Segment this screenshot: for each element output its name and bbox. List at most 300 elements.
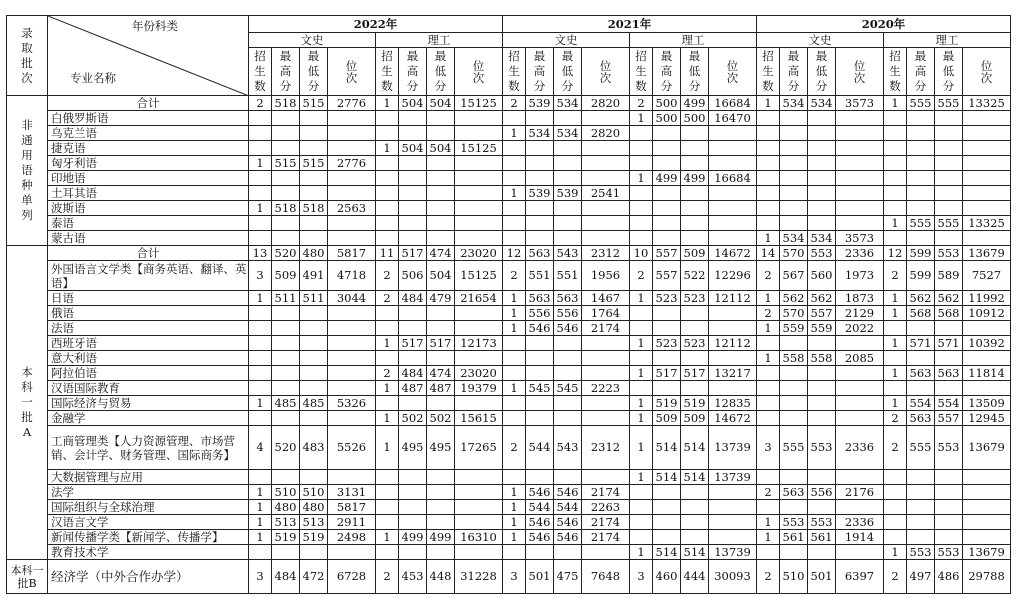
value-cell-min [808, 381, 836, 396]
value-cell-min [554, 111, 582, 126]
col-header-max [653, 48, 681, 96]
table-row [7, 366, 1011, 381]
value-cell-count: 1 [630, 470, 653, 485]
col-header-label: 最低分 [561, 49, 574, 93]
value-cell-max [526, 470, 554, 485]
value-cell-min [554, 411, 582, 426]
col-header-min [427, 48, 455, 96]
value-cell-count [503, 201, 526, 216]
value-cell-count [376, 545, 399, 560]
col-header-label: 最低分 [942, 49, 955, 93]
value-cell-max: 510 [780, 560, 808, 594]
value-cell-count [249, 321, 272, 336]
value-cell-min: 499 [681, 96, 709, 111]
value-cell-rank [582, 470, 630, 485]
value-cell-max [272, 171, 300, 186]
value-cell-min: 557 [935, 411, 963, 426]
value-cell-rank [328, 321, 376, 336]
value-cell-count [376, 485, 399, 500]
value-cell-min [554, 216, 582, 231]
value-cell-rank [582, 366, 630, 381]
value-cell-rank [836, 381, 884, 396]
value-cell-count: 1 [757, 231, 780, 246]
value-cell-rank [709, 321, 757, 336]
value-cell-max: 513 [272, 515, 300, 530]
col-header-max [526, 48, 554, 96]
value-cell-min: 513 [300, 515, 328, 530]
value-cell-max [653, 381, 681, 396]
value-cell-rank [328, 336, 376, 351]
major-name-cell: 法语 [48, 321, 249, 336]
value-cell-min [681, 351, 709, 366]
value-cell-max: 599 [907, 246, 935, 261]
value-cell-min: 553 [935, 545, 963, 560]
value-cell-min: 546 [554, 530, 582, 545]
value-cell-rank: 1873 [836, 291, 884, 306]
col-header-label: 招生数 [508, 49, 520, 93]
value-cell-count: 1 [376, 141, 399, 156]
table-row [7, 530, 1011, 545]
value-cell-max: 558 [780, 351, 808, 366]
value-cell-rank [455, 515, 503, 530]
value-cell-min: 522 [681, 261, 709, 291]
value-cell-count [757, 336, 780, 351]
table-row [7, 500, 1011, 515]
value-cell-count: 1 [630, 366, 653, 381]
value-cell-count: 2 [630, 261, 653, 291]
value-cell-max: 555 [907, 426, 935, 470]
value-cell-rank: 14672 [709, 246, 757, 261]
value-cell-max [780, 366, 808, 381]
value-cell-min: 511 [300, 291, 328, 306]
value-cell-count: 1 [249, 485, 272, 500]
value-cell-count [503, 396, 526, 411]
table-row [7, 186, 1011, 201]
value-cell-min [808, 186, 836, 201]
value-cell-count [630, 156, 653, 171]
value-cell-max [780, 381, 808, 396]
value-cell-count [884, 156, 907, 171]
value-cell-count [503, 231, 526, 246]
value-cell-count: 1 [503, 186, 526, 201]
value-cell-rank: 2263 [582, 500, 630, 515]
value-cell-max: 562 [780, 291, 808, 306]
value-cell-min: 500 [681, 111, 709, 126]
col-header-label: 最低分 [688, 49, 701, 93]
value-cell-max: 500 [653, 96, 681, 111]
value-cell-rank: 3131 [328, 485, 376, 500]
value-cell-count [630, 186, 653, 201]
value-cell-rank [328, 186, 376, 201]
track-ligong-2020: 理工 [884, 33, 1011, 48]
batch-group-cell [7, 96, 48, 246]
value-cell-count [884, 126, 907, 141]
major-name-cell: 波斯语 [48, 201, 249, 216]
value-cell-rank [328, 306, 376, 321]
value-cell-max: 534 [526, 126, 554, 141]
value-cell-max [907, 470, 935, 485]
value-cell-min [935, 156, 963, 171]
value-cell-rank: 2223 [582, 381, 630, 396]
value-cell-min [681, 515, 709, 530]
value-cell-count: 3 [630, 560, 653, 594]
value-cell-count: 1 [503, 126, 526, 141]
value-cell-min: 474 [427, 366, 455, 381]
value-cell-max [653, 530, 681, 545]
value-cell-count: 1 [884, 336, 907, 351]
value-cell-rank [836, 470, 884, 485]
batch-group-cell [7, 246, 48, 560]
value-cell-max [780, 545, 808, 560]
value-cell-min [300, 545, 328, 560]
value-cell-min: 534 [554, 126, 582, 141]
value-cell-count [249, 470, 272, 485]
value-cell-max [526, 366, 554, 381]
col-header-label: 招生数 [762, 49, 774, 93]
value-cell-max [907, 381, 935, 396]
value-cell-min: 554 [935, 396, 963, 411]
value-cell-min [427, 216, 455, 231]
value-cell-count: 1 [884, 306, 907, 321]
major-name-cell: 印地语 [48, 171, 249, 186]
value-cell-max [272, 321, 300, 336]
value-cell-rank [328, 411, 376, 426]
value-cell-min [300, 336, 328, 351]
value-cell-rank: 15125 [455, 141, 503, 156]
value-cell-max: 551 [526, 261, 554, 291]
value-cell-count: 1 [757, 321, 780, 336]
value-cell-max [653, 351, 681, 366]
major-name-cell: 法学 [48, 485, 249, 500]
value-cell-min: 553 [808, 515, 836, 530]
value-cell-rank: 13325 [963, 216, 1011, 231]
value-cell-min: 504 [427, 261, 455, 291]
value-cell-rank: 15125 [455, 96, 503, 111]
value-cell-rank: 23020 [455, 366, 503, 381]
table-row [7, 201, 1011, 216]
value-cell-min: 556 [808, 485, 836, 500]
value-cell-max: 497 [907, 560, 935, 594]
value-cell-max [399, 186, 427, 201]
value-cell-count [884, 141, 907, 156]
table-row [7, 560, 1011, 594]
value-cell-rank: 2085 [836, 351, 884, 366]
value-cell-count: 3 [757, 426, 780, 470]
value-cell-max [907, 515, 935, 530]
value-cell-max: 510 [272, 485, 300, 500]
value-cell-min [808, 216, 836, 231]
value-cell-rank [582, 545, 630, 560]
value-cell-count: 1 [249, 530, 272, 545]
major-name-cell: 白俄罗斯语 [48, 111, 249, 126]
value-cell-max [399, 321, 427, 336]
value-cell-rank [455, 306, 503, 321]
value-cell-rank [963, 171, 1011, 186]
value-cell-rank [836, 186, 884, 201]
value-cell-count [503, 156, 526, 171]
value-cell-rank: 2022 [836, 321, 884, 336]
value-cell-count [757, 156, 780, 171]
value-cell-count [757, 366, 780, 381]
value-cell-min [427, 306, 455, 321]
value-cell-max [907, 500, 935, 515]
value-cell-min: 510 [300, 485, 328, 500]
col-header-count [249, 48, 272, 96]
value-cell-min [808, 396, 836, 411]
table-row [7, 231, 1011, 246]
value-cell-rank [963, 186, 1011, 201]
major-name-cell: 教育技术学 [48, 545, 249, 560]
value-cell-max: 563 [907, 366, 935, 381]
value-cell-min [808, 111, 836, 126]
major-name-cell: 大数据管理与应用 [48, 470, 249, 485]
value-cell-max [399, 216, 427, 231]
value-cell-min [681, 500, 709, 515]
value-cell-rank [963, 111, 1011, 126]
value-cell-count [630, 515, 653, 530]
value-cell-min [554, 231, 582, 246]
batch-header-label: 录取批次 [21, 25, 33, 85]
value-cell-rank [455, 500, 503, 515]
value-cell-min [935, 141, 963, 156]
value-cell-rank [963, 530, 1011, 545]
value-cell-max: 546 [526, 485, 554, 500]
value-cell-min: 509 [681, 411, 709, 426]
value-cell-rank [582, 141, 630, 156]
value-cell-max [780, 216, 808, 231]
value-cell-max: 557 [653, 246, 681, 261]
value-cell-count [249, 381, 272, 396]
total-row [7, 246, 1011, 261]
value-cell-max [399, 306, 427, 321]
value-cell-rank [455, 186, 503, 201]
admission-score-table [6, 15, 1011, 594]
value-cell-min [427, 156, 455, 171]
value-cell-count [630, 381, 653, 396]
value-cell-min [935, 381, 963, 396]
value-cell-count: 1 [376, 426, 399, 470]
value-cell-min [427, 396, 455, 411]
value-cell-count: 1 [376, 530, 399, 545]
col-header-rank [455, 48, 503, 96]
value-cell-max: 599 [907, 261, 935, 291]
value-cell-min [427, 321, 455, 336]
value-cell-max [653, 500, 681, 515]
track-wenshi-2022: 文史 [249, 33, 376, 48]
value-cell-count [757, 500, 780, 515]
value-cell-max: 504 [399, 96, 427, 111]
value-cell-max: 546 [526, 321, 554, 336]
value-cell-rank: 2541 [582, 186, 630, 201]
value-cell-rank: 2312 [582, 246, 630, 261]
value-cell-rank [709, 186, 757, 201]
value-cell-count: 2 [376, 261, 399, 291]
value-cell-max [272, 186, 300, 201]
value-cell-count: 1 [884, 366, 907, 381]
value-cell-rank [455, 216, 503, 231]
value-cell-min [300, 351, 328, 366]
value-cell-min [935, 470, 963, 485]
value-cell-min: 480 [300, 500, 328, 515]
batch-group-cell [7, 560, 48, 594]
value-cell-count: 1 [503, 515, 526, 530]
value-cell-rank [963, 156, 1011, 171]
value-cell-max [526, 411, 554, 426]
major-name-cell: 乌克兰语 [48, 126, 249, 141]
value-cell-max [399, 231, 427, 246]
value-cell-count [249, 306, 272, 321]
value-cell-rank [836, 411, 884, 426]
value-cell-rank [709, 156, 757, 171]
value-cell-min [935, 500, 963, 515]
value-cell-count: 1 [249, 515, 272, 530]
major-name-label: 专业名称 [70, 71, 116, 85]
value-cell-max: 485 [272, 396, 300, 411]
value-cell-rank: 7527 [963, 261, 1011, 291]
value-cell-min: 479 [427, 291, 455, 306]
table-row [7, 306, 1011, 321]
value-cell-count: 1 [376, 411, 399, 426]
value-cell-rank: 5326 [328, 396, 376, 411]
value-cell-rank: 16310 [455, 530, 503, 545]
value-cell-rank [963, 126, 1011, 141]
batch-header-cell [7, 16, 48, 96]
value-cell-max: 520 [272, 426, 300, 470]
value-cell-max [399, 351, 427, 366]
value-cell-rank [963, 141, 1011, 156]
value-cell-max: 480 [272, 500, 300, 515]
col-header-label: 最高分 [279, 49, 292, 93]
major-name-cell: 蒙古语 [48, 231, 249, 246]
value-cell-max [399, 396, 427, 411]
value-cell-max [907, 126, 935, 141]
value-cell-max: 487 [399, 381, 427, 396]
value-cell-rank [582, 411, 630, 426]
col-header-max [272, 48, 300, 96]
value-cell-min: 555 [935, 216, 963, 231]
value-cell-min: 534 [554, 96, 582, 111]
value-cell-min: 472 [300, 560, 328, 594]
value-cell-max: 453 [399, 560, 427, 594]
value-cell-min [300, 231, 328, 246]
value-cell-rank [328, 111, 376, 126]
value-cell-max: 534 [780, 96, 808, 111]
value-cell-max [272, 366, 300, 381]
value-cell-min [300, 366, 328, 381]
value-cell-min: 523 [681, 336, 709, 351]
value-cell-min [427, 171, 455, 186]
value-cell-rank [582, 396, 630, 411]
table-row [7, 545, 1011, 560]
value-cell-max [399, 201, 427, 216]
value-cell-min [554, 545, 582, 560]
value-cell-count: 1 [884, 96, 907, 111]
col-header-label: 位次 [472, 58, 485, 85]
value-cell-count [884, 500, 907, 515]
col-header-rank [836, 48, 884, 96]
table-row [7, 261, 1011, 291]
value-cell-min: 523 [681, 291, 709, 306]
value-cell-min [554, 201, 582, 216]
value-cell-max: 553 [780, 515, 808, 530]
major-name-cell: 意大利语 [48, 351, 249, 366]
value-cell-rank [582, 111, 630, 126]
value-cell-rank: 5817 [328, 500, 376, 515]
value-cell-count: 1 [630, 545, 653, 560]
batch-group-label: 本科一批B [10, 563, 44, 590]
col-header-label: 最低分 [434, 49, 447, 93]
value-cell-max [907, 156, 935, 171]
value-cell-count: 1 [376, 381, 399, 396]
value-cell-rank: 3044 [328, 291, 376, 306]
value-cell-max: 517 [653, 366, 681, 381]
value-cell-count [249, 186, 272, 201]
value-cell-max: 570 [780, 306, 808, 321]
value-cell-max [907, 231, 935, 246]
value-cell-count [757, 396, 780, 411]
value-cell-max: 544 [526, 500, 554, 515]
value-cell-max [780, 396, 808, 411]
batch-group-label: 本科一批A [21, 365, 33, 439]
value-cell-count: 1 [503, 291, 526, 306]
value-cell-max: 519 [653, 396, 681, 411]
major-name-cell: 泰语 [48, 216, 249, 231]
value-cell-count [630, 306, 653, 321]
major-name-cell: 经济学（中外合作办学） [48, 560, 249, 594]
table-row [7, 156, 1011, 171]
value-cell-min [681, 216, 709, 231]
value-cell-rank: 12835 [709, 396, 757, 411]
value-cell-max [272, 306, 300, 321]
value-cell-count: 2 [249, 96, 272, 111]
value-cell-rank [582, 171, 630, 186]
value-cell-min: 562 [935, 291, 963, 306]
value-cell-max: 509 [653, 411, 681, 426]
value-cell-min [300, 321, 328, 336]
value-cell-count [630, 321, 653, 336]
value-cell-max: 517 [399, 336, 427, 351]
value-cell-min [554, 396, 582, 411]
value-cell-count: 10 [630, 246, 653, 261]
value-cell-count [376, 470, 399, 485]
value-cell-min: 553 [935, 246, 963, 261]
value-cell-min [300, 411, 328, 426]
value-cell-min: 486 [935, 560, 963, 594]
value-cell-count: 1 [249, 396, 272, 411]
value-cell-count [503, 336, 526, 351]
value-cell-min [300, 141, 328, 156]
value-cell-min [808, 500, 836, 515]
value-cell-rank [455, 231, 503, 246]
value-cell-rank [709, 515, 757, 530]
value-cell-max [399, 171, 427, 186]
value-cell-count: 2 [757, 560, 780, 594]
value-cell-min [808, 411, 836, 426]
value-cell-min [427, 500, 455, 515]
value-cell-min [681, 186, 709, 201]
value-cell-max: 520 [272, 246, 300, 261]
batch-group-label: 非通用语种单列 [21, 118, 33, 222]
value-cell-max: 506 [399, 261, 427, 291]
value-cell-min [935, 186, 963, 201]
table-row [7, 291, 1011, 306]
value-cell-rank [709, 306, 757, 321]
value-cell-rank: 1914 [836, 530, 884, 545]
value-cell-max [907, 321, 935, 336]
value-cell-count [884, 171, 907, 186]
value-cell-min [935, 351, 963, 366]
value-cell-rank [455, 171, 503, 186]
